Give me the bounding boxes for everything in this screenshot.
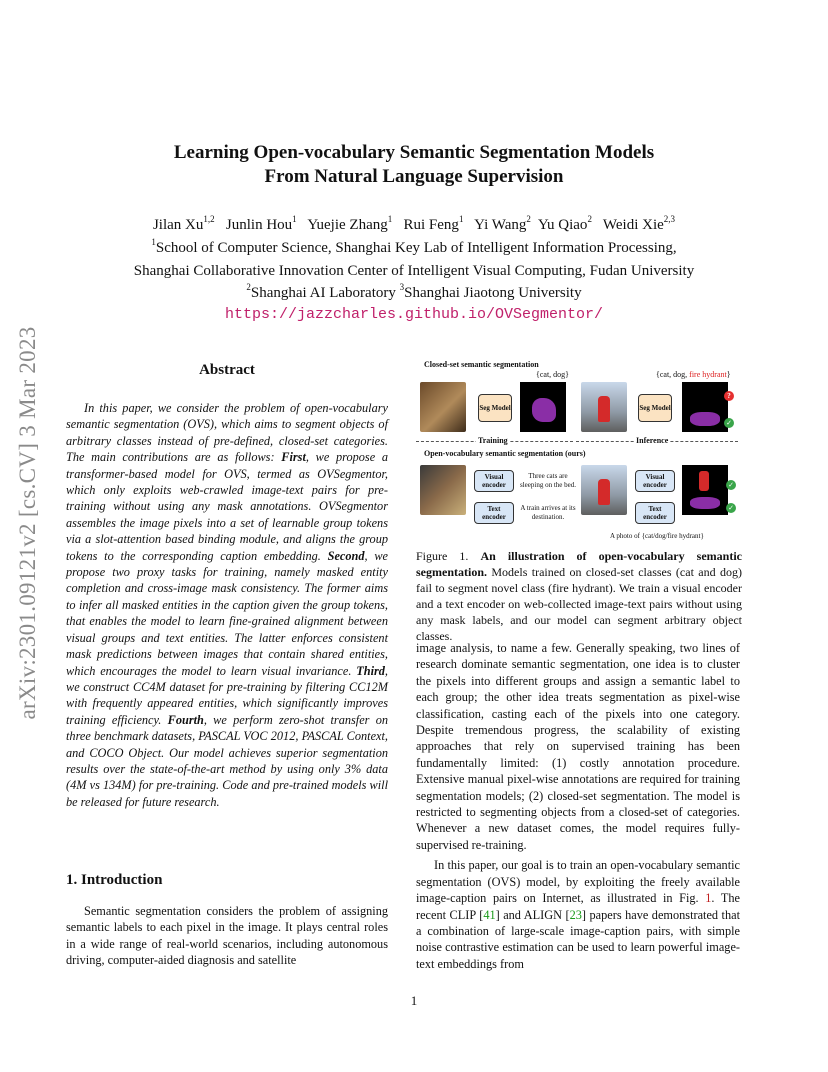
page-number: 1 bbox=[410, 993, 418, 1008]
affiliation-line3: $^2$Shanghai AI Laboratory $^3$Shanghai Jiaotong University bbox=[246, 282, 582, 301]
open-vocab-mask bbox=[682, 465, 728, 515]
success-check-icon: ✓ bbox=[724, 418, 734, 428]
check-icon-2: ✓ bbox=[726, 503, 736, 513]
fail-question-icon: ? bbox=[724, 391, 734, 401]
train-mask bbox=[520, 382, 566, 432]
fire-hydrant-photo-2 bbox=[581, 465, 627, 515]
training-label: Training bbox=[478, 436, 508, 445]
closed-set-title: Closed-set semantic segmentation bbox=[424, 360, 539, 369]
right-column-text bbox=[416, 640, 740, 972]
author: Junlin Hou$^1$ bbox=[225, 214, 297, 233]
arxiv-id-text: arXiv:2301.09121v2 [cs.CV] 3 Mar 2023 bbox=[15, 326, 40, 720]
fire-hydrant-photo bbox=[581, 382, 627, 432]
inference-mask bbox=[682, 382, 728, 432]
author: Weidi Xie$^{2,3}$ bbox=[602, 214, 676, 233]
figure-1 bbox=[416, 360, 741, 542]
author: Yi Wang$^2$ bbox=[474, 214, 531, 233]
inference-classes-label: {cat, dog, fire hydrant} bbox=[656, 370, 731, 379]
author: Yuejie Zhang$^1$ bbox=[307, 214, 393, 233]
abstract-heading: Abstract bbox=[199, 362, 255, 378]
caption-cats: Three cats are sleeping on the bed. bbox=[520, 472, 576, 489]
paper-title-line1: Learning Open-vocabulary Semantic Segmentation Models bbox=[173, 142, 655, 163]
figure-1-caption: Figure 1. An illustration of open-vocabulary semantic segmentation. Models trained on closed-set classes (cat and dog) fail to segment novel class (fire hydrant). We train a visual encoder and a text encoder on web-collected image-text pairs without using any mask labels, and our model can segment arbitrary object classes. bbox=[416, 549, 742, 643]
seg-model-box-inference: Seg Model bbox=[638, 394, 672, 422]
intro-heading: 1. Introduction bbox=[66, 872, 163, 888]
abstract-body: In this paper, we consider the problem of open-vocabulary semantic segmentation (OVS), which aims to segment objects of arbitrary classes instead of pre-defined, closed-set categories. The main contributions are as follows: First, we propose a transformer-based model for OVS, termed as OVSegmentor, which only exploits web-crawled image-text pairs for pre-training without using any mask annotations. OVSegmentor assembles the image pixels into a set of learnable group tokens via a slot-attention based binding module, and aligns the group tokens to the corresponding caption embedding. Second, we propose two proxy tasks for training, namely masked entity completion and cross-image mask consistency. The former aims to infer all masked entities in the caption given the group tokens, that enables the model to learn fine-grained alignment between visual groups and text entities. The latter enforces consistent mask predictions between images that contain shared entities, which encourages the model to learn visual invariance. Third, we construct CC4M dataset for pre-training by filtering CC12M with frequently appeared entities, which significantly improves training efficiency. Fourth, we perform zero-shot transfer on three benchmark datasets, PASCAL VOC 2012, PASCAL Context, and COCO Object. Our model achieves superior segmentation results over the state-of-the-art method by using only 3% data (4M vs 134M) for pre-training. Code and pre-trained models will be released for future research. bbox=[66, 401, 389, 809]
inference-label: Inference bbox=[636, 436, 669, 445]
closed-classes-label: {cat, dog} bbox=[536, 370, 570, 379]
project-url-link[interactable]: https://jazzcharles.github.io/OVSegmentor/ bbox=[224, 306, 604, 323]
author: Rui Feng$^1$ bbox=[403, 214, 464, 233]
prompt-label: A photo of {cat/dog/fire hydrant} bbox=[610, 532, 704, 540]
check-icon-1: ✓ bbox=[726, 480, 736, 490]
visual-encoder-box-train: Visual encoder bbox=[474, 470, 514, 492]
citation-link[interactable]: 23 bbox=[569, 907, 582, 922]
cats-photo bbox=[420, 465, 466, 515]
project-url-line bbox=[0, 306, 828, 323]
paper-title-line2: From Natural Language Supervision bbox=[264, 166, 564, 187]
intro-paragraph-cont: image analysis, to name a few. Generally speaking, two lines of research dominate semantic segmentation, one idea is to cluster the pixels into different groups and assign a semantic label to each group; the other idea treats segmentation as pixel-wise classification, casting each of the pixels into one category. Despite tremendous progress, the scalability of existing approaches that rely on supervised training has been fundamentally limited: (1) costly annotation procedure. Extensive manual pixel-wise annotations are required for training segmentation models; (2) closed-set segmentation. The model is restricted to segmenting objects from a closed-set of categories. Whenever a new dataset comes, the model requires fully-supervised re-training. bbox=[416, 641, 740, 852]
author: Jilan Xu$^{1,2}$ bbox=[152, 214, 215, 233]
cat-dog-photo bbox=[420, 382, 466, 432]
intro-paragraph: Semantic segmentation considers the problem of assigning semantic labels to each pixel in the image. It plays central roles in a wide range of real-world scenarios, including autonomous driving, computer-aided diagnosis and satellite bbox=[66, 904, 388, 968]
arxiv-sidebar bbox=[10, 288, 46, 758]
author: Yu Qiao$^2$ bbox=[537, 214, 592, 233]
citation-link[interactable]: 41 bbox=[483, 907, 496, 922]
authors-line bbox=[0, 214, 828, 234]
open-vocab-title: Open-vocabulary semantic segmentation (ours) bbox=[424, 449, 586, 458]
seg-model-box-train: Seg Model bbox=[478, 394, 512, 422]
figure-ref-link[interactable]: 1 bbox=[705, 891, 712, 906]
caption-train: A train arrives at its destination. bbox=[520, 504, 576, 521]
visual-encoder-box-inference: Visual encoder bbox=[635, 470, 675, 492]
affiliation-line2: Shanghai Collaborative Innovation Center of Intelligent Visual Computing, Fudan University bbox=[133, 263, 695, 279]
affiliation-line1: $^1$School of Computer Science, Shanghai Key Lab of Intelligent Information Processing, bbox=[151, 237, 677, 256]
text-encoder-box-inference: Text encoder bbox=[635, 502, 675, 524]
text-encoder-box-train: Text encoder bbox=[474, 502, 514, 524]
intro-paragraph-2: In this paper, our goal is to train an open-vocabulary semantic segmentation (OVS) model, by exploiting the freely available image-caption pairs on Internet, as illustrated in Fig. 1. The recent CLIP [41] and ALIGN [23] papers have demonstrated that a combination of large-scale image-caption pairs, with simple noise contrastive estimation can be used to learn powerful image-text embeddings from bbox=[416, 858, 740, 971]
